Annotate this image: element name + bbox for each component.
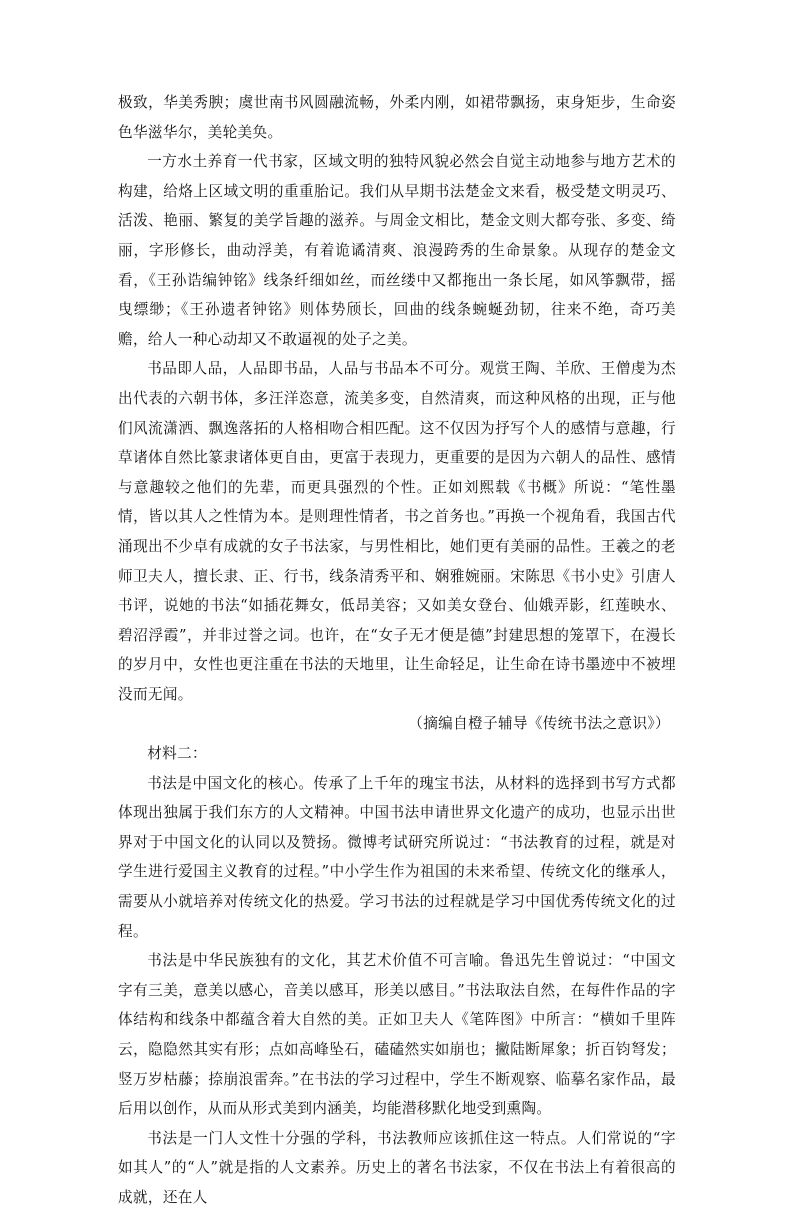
paragraph-continuation: 极致，华美秀腴；虞世南书风圆融流畅，外柔内刚，如裙带飘扬，束身矩步，生命姿色华滋华尔，美轮美奂。 xyxy=(118,94,676,141)
paragraph-character-and-calligraphy: 书品即人品，人品即书品，人品与书品本不可分。观赏王陶、羊欣、王僧虔为杰出代表的六朝书体，多汪洋恣意，流美多变，自然清爽，而这种风格的出现，正与他们风流潇洒、飘逸落拓的人格相吻合相匹配。这不仅因为抒写个人的感情与意趣，行草诸体自然比篆隶诸体更自由，更富于表现力，更重要的是因为六朝人的品性、感情与意趣较之他们的先辈，而更具强烈的个性。正如刘熙载《书概》所说：“笔性墨情，皆以其人之性情为本。是则理性情者，书之首务也。”再换一个视角看，我国古代涌现出不少卓有成就的女子书法家，与男性相比，她们更有美丽的品性。王羲之的老师卫夫人，擅长隶、正、行书，线条清秀平和、娴雅婉丽。宋陈思《书小史》引唐人书评，说她的书法“如插花舞女，低昂美容；又如美女登台、仙娥弄影，红莲映水、碧沼浮霞”，并非过誉之词。也许，在“女子无才便是德”封建思想的笼罩下，在漫长的岁月中，女性也更注重在书法的天地里，让生命轻足，让生命在诗书墨迹中不被埋没而无闻。 xyxy=(118,360,676,703)
document-body xyxy=(118,88,676,1213)
paragraph-calligraphy-art-value: 书法是中华民族独有的文化，其艺术价值不可言喻。鲁迅先生曾说过：“中国文字有三美，意美以感心，音美以感耳，形美以感目。”书法取法自然，在每件作品的字体结构和线条中都蕴含着大自然的美。正如卫夫人《笔阵图》中所言：“横如千里阵云，隐隐然其实有形；点如高峰坠石，磕磕然实如崩也；撇陆断犀象；折百钧弩发；竖万岁枯藤；捺崩浪雷奔。”在书法的学习过程中，学生不断观察、临摹名家作品，最后用以创作，从而从形式美到内涵美，均能潜移默化地受到熏陶。 xyxy=(118,952,676,1118)
material-label: 材料二： xyxy=(147,745,207,763)
source-citation: （摘编自橙子辅导《传统书法之意识》） xyxy=(408,715,670,733)
paragraph-calligraphy-humanities: 书法是一门人文性十分强的学科，书法教师应该抓住这一特点。人们常说的“字如其人”的“人”就是指的人文素养。历史上的著名书法家，不仅在书法上有着很高的成就，还在人 xyxy=(118,1129,676,1206)
paragraph-regional-culture: 一方水土养育一代书家，区域文明的独特风貌必然会自觉主动地参与地方艺术的构建，给烙上区域文明的重重胎记。我们从早期书法楚金文来看，极受楚文明灵巧、活泼、艳丽、繁复的美学旨趣的滋养。与周金文相比，楚金文则大都夸张、多变、绮丽，字形修长，曲动浮美，有着诡谲清爽、浪漫跨秀的生命景象。从现存的楚金文看，《王孙诰编钟铭》线条纤细如丝，而丝缕中又都拖出一条长尾，如风筝飘带，摇曳缥缈；《王孙遗者钟铭》则体势颀长，回曲的线条蜿蜒劲韧，往来不绝，奇巧美赡，给人一种心动却又不敢逼视的处子之美。 xyxy=(118,153,676,348)
paragraph-calligraphy-core: 书法是中国文化的核心。传承了上千年的瑰宝书法，从材料的选择到书写方式都体现出独属于我们东方的人文精神。中国书法申请世界文化遗产的成功，也显示出世界对于中国文化的认同以及赞扬。微博考试研究所说过：“书法教育的过程，就是对学生进行爱国主义教育的过程。”中小学生作为祖国的未来希望、传统文化的继承人，需要从小就培养对传统文化的热爱。学习书法的过程就是学习中国优秀传统文化的过程。 xyxy=(118,774,676,940)
